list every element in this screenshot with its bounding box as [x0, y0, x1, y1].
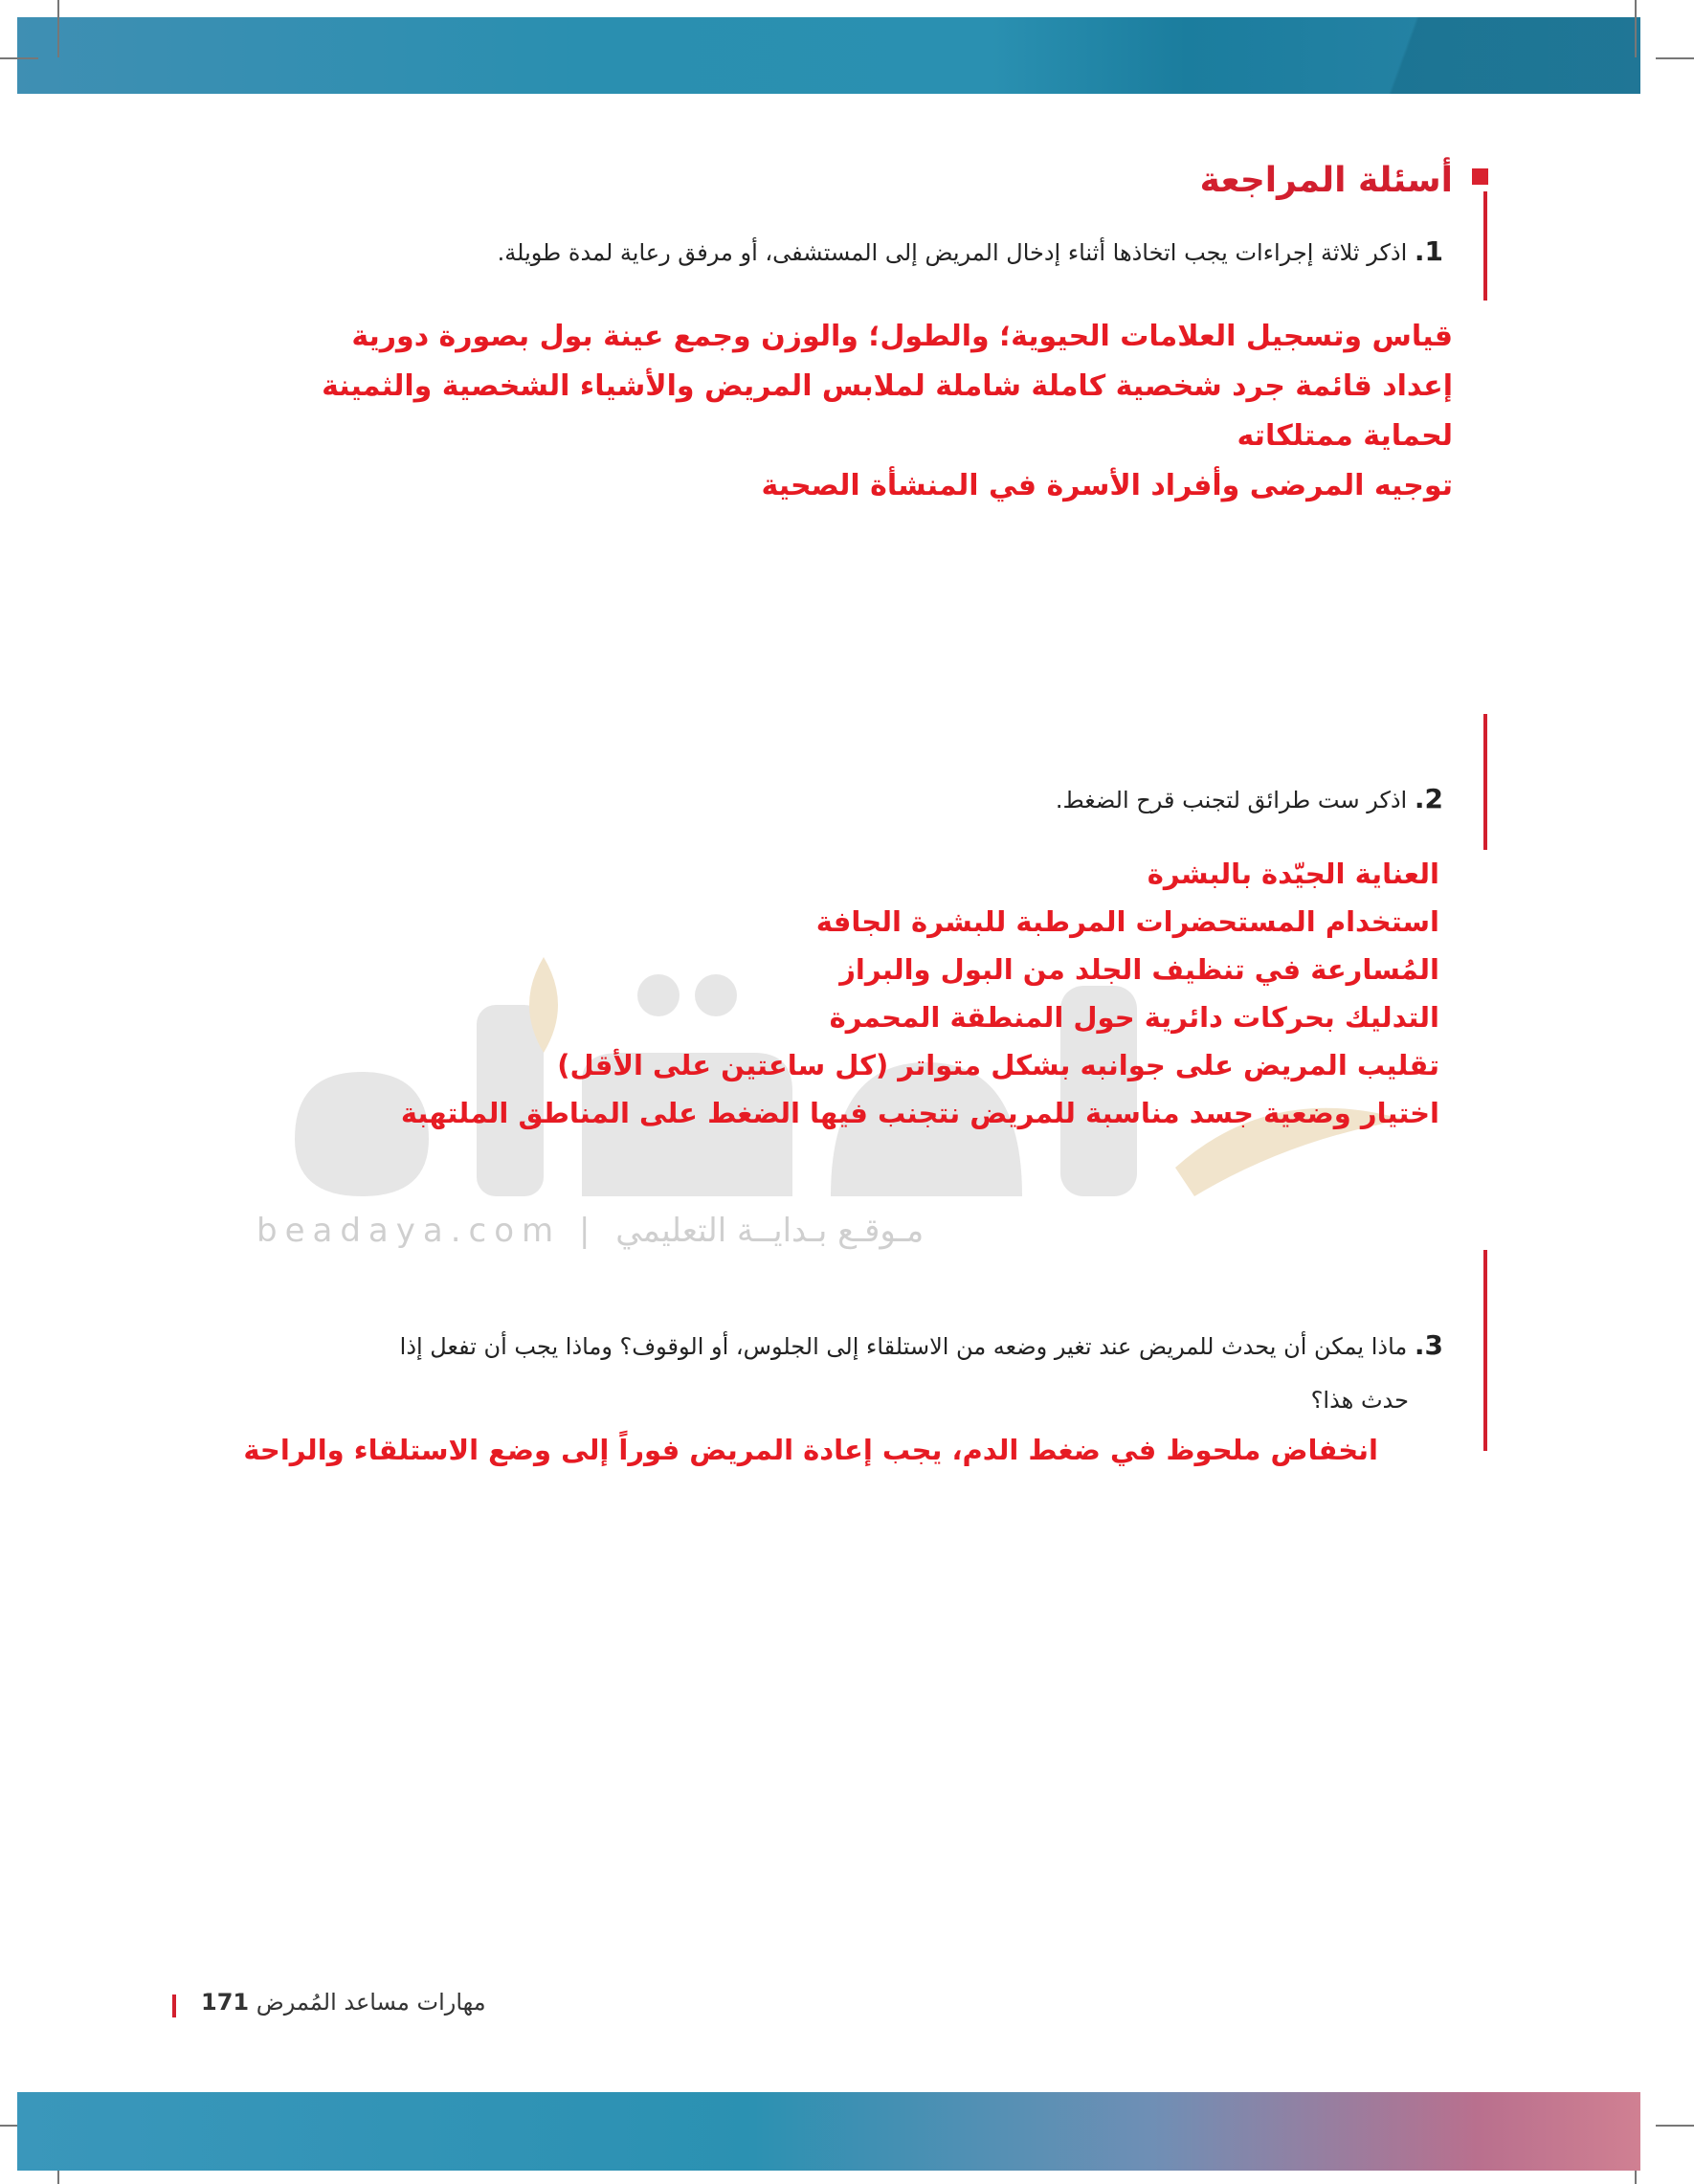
answer-item: توجيه المرضى وأفراد الأسرة في المنشأة الصحية	[761, 469, 1453, 502]
top-banner	[17, 17, 1640, 94]
page-footer	[201, 1989, 486, 2016]
question-1	[103, 226, 1443, 279]
question-text: ماذا يمكن أن يحدث للمريض عند تغير وضعه من الاستلقاء إلى الجلوس، أو الوقوف؟ وماذا يجب أن تفعل إذا	[399, 1333, 1408, 1360]
question-text: اذكر ست طرائق لتجنب قرح الضغط.	[1055, 787, 1408, 813]
crop-mark	[1635, 0, 1637, 57]
answer-item: التدليك بحركات دائرية حول المنطقة المحمرة	[829, 1001, 1439, 1034]
margin-rule	[1483, 1250, 1487, 1451]
answer-item: انخفاض ملحوظ في ضغط الدم، يجب إعادة المريض فوراً إلى وضع الاستلقاء والراحة	[243, 1434, 1378, 1466]
page-number: 171	[201, 1989, 250, 2016]
heading-marker	[1472, 168, 1488, 185]
bottom-banner	[17, 2092, 1640, 2171]
question-text: اذكر ثلاثة إجراءات يجب اتخاذها أثناء إدخال المريض إلى المستشفى، أو مرفق رعاية لمدة طويلة.	[497, 239, 1408, 266]
answer-item: اختيار وضعية جسد مناسبة للمريض نتجنب فيها الضغط على المناطق الملتهبة	[400, 1097, 1439, 1129]
question-2	[103, 773, 1443, 826]
answer-item: المُسارعة في تنظيف الجلد من البول والبراز	[839, 953, 1439, 986]
crop-mark	[1656, 2125, 1694, 2127]
answers-3	[243, 1426, 1378, 1474]
answer-item: إعداد قائمة جرد شخصية كاملة شاملة لملابس المريض والأشياء الشخصية والثمينة	[322, 369, 1453, 403]
crop-mark	[0, 57, 38, 59]
answers-1	[322, 312, 1453, 511]
answers-2	[401, 850, 1439, 1137]
answer-item: قياس وتسجيل العلامات الحيوية؛ والطول؛ والوزن وجمع عينة بول بصورة دورية	[351, 320, 1453, 353]
crop-mark	[1656, 57, 1694, 59]
question-3	[103, 1319, 1443, 1427]
answer-item: العناية الجيّدة بالبشرة	[1147, 858, 1439, 890]
answer-item: لحماية ممتلكاته	[1237, 419, 1453, 453]
answer-item: استخدام المستحضرات المرطبة للبشرة الجافة	[815, 905, 1439, 938]
question-number: 2.	[1414, 783, 1443, 814]
question-text-continued: حدث هذا؟	[1310, 1387, 1409, 1414]
question-number: 1.	[1414, 235, 1443, 267]
answer-item: تقليب المريض على جوانبه بشكل متواتر (كل ساعتين على الأقل)	[557, 1049, 1439, 1081]
question-number: 3.	[1414, 1329, 1443, 1361]
crop-mark	[57, 0, 59, 57]
margin-rule	[1483, 714, 1487, 850]
watermark-text: beadaya.com | مـوقـع بـدايــة التعليمي	[256, 1212, 925, 1250]
section-heading: أسئلة المراجعة	[1199, 161, 1453, 200]
book-title: مهارات مساعد المُمرض	[256, 1989, 486, 2016]
margin-rule	[1483, 191, 1487, 301]
footer-bar	[172, 1995, 176, 2017]
